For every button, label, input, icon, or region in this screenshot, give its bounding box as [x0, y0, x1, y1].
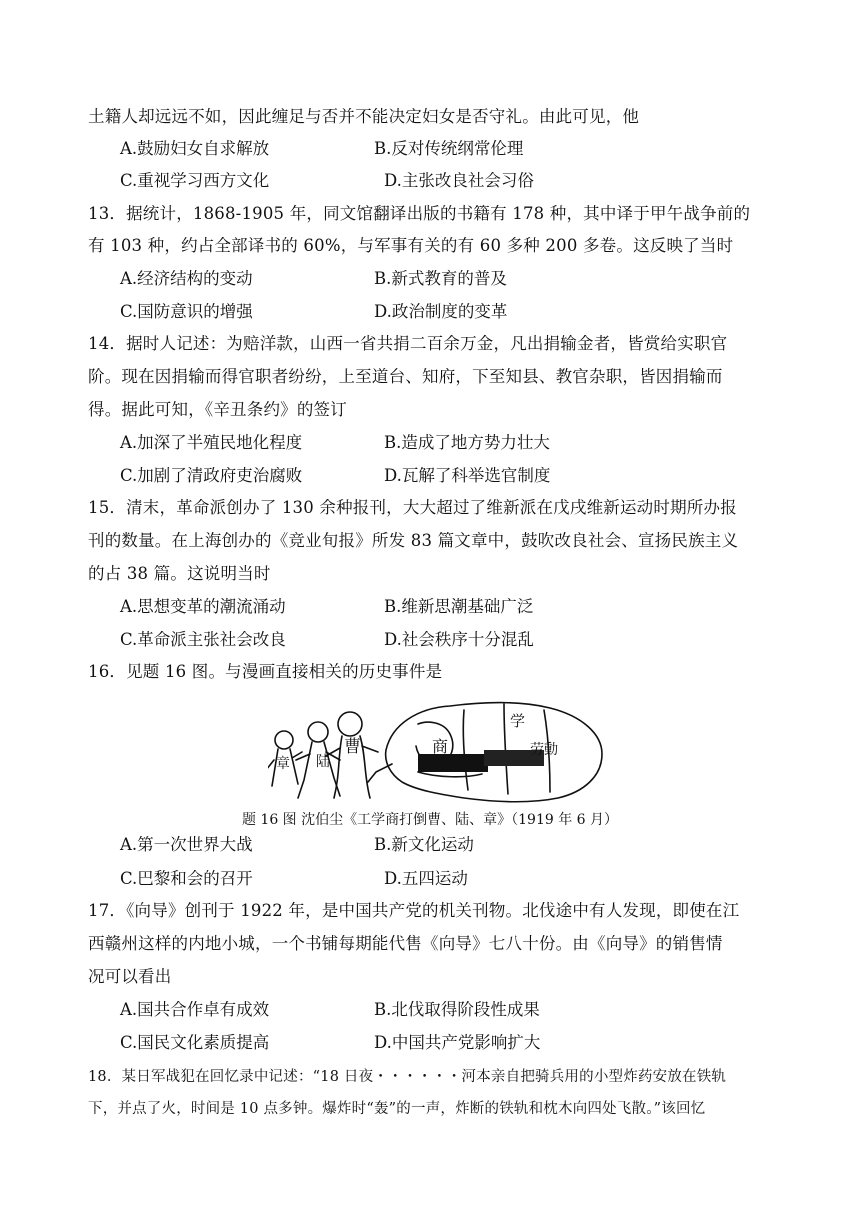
figure-lu-head — [308, 722, 328, 742]
q12-option-c: C.重视学习西方文化 — [120, 171, 270, 190]
question-14-line-1: 14．据时人记述：为赔洋款，山西一省共捐二百余万金，凡出捐输金者，皆赏给实职官 — [88, 334, 728, 353]
q13-option-c: C.国防意识的增强 — [120, 302, 253, 321]
question-17-line-2: 西赣州这样的内地小城，一个书铺每期能代售《向导》七八十份。由《向导》的销售情 — [88, 934, 723, 953]
q17-option-d: D.中国共产党影响扩大 — [374, 1033, 541, 1052]
figure-caption: 题 16 图 沈伯尘《工学商打倒曹、陆、章》（1919 年 6 月） — [241, 812, 619, 828]
q14-option-b: B.造成了地方势力壮大 — [384, 433, 550, 452]
label-cao: 曹 — [344, 737, 361, 757]
q17-option-a: A.国共合作卓有成效 — [120, 1000, 270, 1019]
label-lu: 陆 — [316, 754, 330, 770]
q16-option-b: B.新文化运动 — [374, 835, 474, 854]
figure-zhang-head — [275, 731, 293, 749]
q17-option-c: C.国民文化素质提高 — [120, 1033, 270, 1052]
label-xue: 学 — [510, 712, 526, 730]
question-12-stem: 土籍人却远远不如，因此缠足与否并不能决定妇女是否守礼。由此可见，他 — [88, 107, 640, 126]
q17-option-b: B.北伐取得阶段性成果 — [374, 1000, 540, 1019]
question-14-line-2: 阶。现在因捐输而得官职者纷纷，上至道台、知府，下至知县、教官杂职，皆因捐输而 — [88, 367, 723, 386]
question-18-line-2: 下，并点了火，时间是 10 点多钟。爆炸时“轰”的一声，炸断的铁轨和枕木向四处飞散。”该回忆 — [88, 1101, 706, 1117]
q15-option-c: C.革命派主张社会改良 — [120, 630, 286, 649]
question-16-stem: 16．见题 16 图。与漫画直接相关的历史事件是 — [88, 662, 443, 681]
cartoon-figure — [268, 694, 606, 806]
q13-option-b: B.新式教育的普及 — [374, 269, 507, 288]
figure-cao-head — [338, 712, 362, 736]
q16-option-d: D.五四运动 — [384, 869, 468, 888]
question-13-line-2: 有 103 种，约占全部译书的 60%，与军事有关的有 60 多种 200 多卷。这反映了当时 — [88, 236, 734, 255]
sleeve-band — [418, 754, 488, 772]
question-15-line-2: 刊的数量。在上海创办的《竞业旬报》所发 83 篇文章中，鼓吹改良社会、宣扬民族主义 — [88, 531, 739, 550]
figure-lu-body — [296, 742, 340, 798]
question-17-line-3: 况可以看出 — [88, 967, 172, 986]
q15-option-b: B.维新思潮基础广泛 — [384, 597, 534, 616]
q14-option-a: A.加深了半殖民地化程度 — [120, 433, 303, 452]
q12-option-a: A.鼓励妇女自求解放 — [120, 139, 270, 158]
label-zhang: 章 — [276, 756, 290, 772]
question-17-line-1: 17．《向导》创刊于 1922 年，是中国共产党的机关刊物。北伐途中有人发现，即使在江 — [88, 901, 740, 920]
q14-option-d: D.瓦解了科举选官制度 — [384, 466, 551, 485]
q16-option-a: A.第一次世界大战 — [120, 835, 253, 854]
question-14-line-3: 得。据此可知，《辛丑条约》的签订 — [88, 400, 347, 419]
q15-option-d: D.社会秩序十分混乱 — [384, 630, 534, 649]
fist-knuckle-line — [418, 772, 482, 777]
q13-option-d: D.政治制度的变革 — [374, 302, 508, 321]
question-15-line-1: 15．清末，革命派创办了 130 余种报刊，大大超过了维新派在戊戌维新运动时期所办报 — [88, 498, 737, 517]
q13-option-a: A.经济结构的变动 — [120, 269, 253, 288]
q12-option-d: D.主张改良社会习俗 — [384, 171, 534, 190]
q14-option-c: C.加剧了清政府吏治腐败 — [120, 466, 303, 485]
label-laodong: 劳動 — [530, 742, 558, 758]
question-13-line-1: 13．据统计，1868-1905 年，同文馆翻译出版的书籍有 178 种，其中译于甲午战争前的 — [88, 204, 751, 223]
q15-option-a: A.思想变革的潮流涌动 — [120, 597, 286, 616]
question-18-line-1: 18．某日军战犯在回忆录中记述：“18 日夜・・・・・・河本亲自把骑兵用的小型炸药安放在铁轨 — [88, 1069, 727, 1085]
q12-option-b: B.反对传统纲常伦理 — [374, 139, 524, 158]
question-15-line-3: 的占 38 篇。这说明当时 — [88, 564, 271, 583]
label-shang: 商 — [432, 737, 449, 756]
q16-option-c: C.巴黎和会的召开 — [120, 869, 253, 888]
